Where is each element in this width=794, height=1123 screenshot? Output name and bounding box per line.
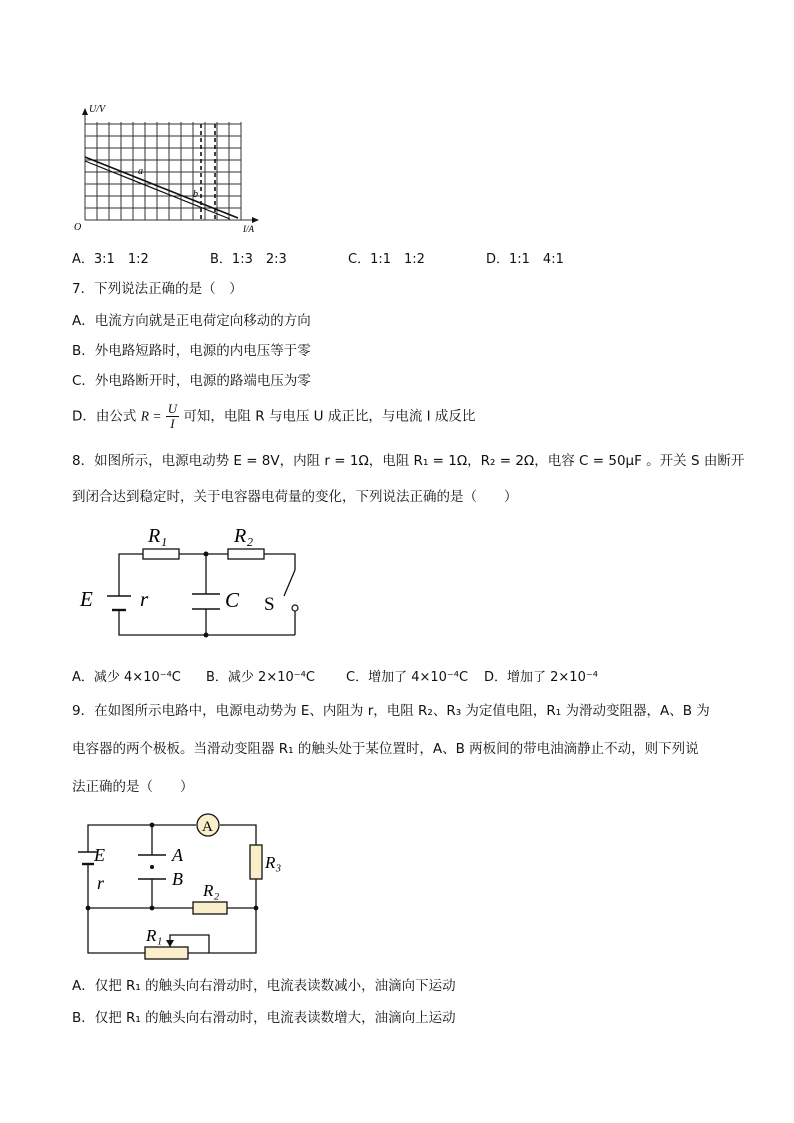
q9-label-R1: R₁ <box>146 926 163 945</box>
y-axis-label: U/V <box>89 104 106 115</box>
q8-stem-line2: 到闭合达到稳定时，关于电容器电荷量的变化，下列说法正确的是（ ） <box>72 489 518 505</box>
q9-label-R3: R₃ <box>265 853 282 872</box>
q8-label-C: C <box>225 588 240 612</box>
q9-label-R2: R₂ <box>203 881 220 900</box>
line-b-label: b <box>193 189 198 200</box>
q9-option-b[interactable]: B．仅把 R₁ 的触头向右滑动时，电流表读数增大，油滴向上运动 <box>72 1010 456 1026</box>
x-axis-label: I/A <box>243 224 254 234</box>
q7-d-formula-lhs: R = <box>140 408 162 424</box>
q9-stem-line2: 电容器的两个极板。当滑动变阻器 R₁ 的触头处于某位置时，A、B 两板间的带电油滴静止不动，则下列说 <box>72 741 699 757</box>
q8-option-d[interactable]: D．增加了 2×10⁻⁴ <box>484 670 598 685</box>
q9-label-r: r <box>97 873 105 893</box>
q7-d-fraction <box>166 402 179 431</box>
q8-option-a[interactable]: A．减少 4×10⁻⁴C <box>72 670 181 685</box>
q7-option-d[interactable] <box>72 402 475 431</box>
q8-label-S: S <box>264 594 275 615</box>
q8-label-R1: R₁ <box>148 525 168 547</box>
origin-label: O <box>74 222 82 233</box>
q9-label-E: E <box>94 845 105 865</box>
q7-option-c[interactable]: C．外电路断开时，电源的路端电压为零 <box>72 373 311 389</box>
q7-option-a[interactable]: A．电流方向就是正电荷定向移动的方向 <box>72 313 311 329</box>
q7-stem: 7．下列说法正确的是（ ） <box>72 281 243 297</box>
q6-option-a[interactable]: A．3:1 1:2 <box>72 252 149 267</box>
q7-d-suffix: 可知，电阻 R 与电压 U 成正比，与电流 I 成反比 <box>183 408 476 425</box>
q8-stem-line1: 8．如图所示，电源电动势 E = 8V，内阻 r = 1Ω，电阻 R₁ = 1Ω，R₂ = 2Ω，电容 C = 50μF 。开关 S 由断开 <box>72 453 745 469</box>
q8-label-E: E <box>80 587 93 611</box>
q7-d-numerator: U <box>167 401 178 416</box>
q6-option-d[interactable]: D．1:1 4:1 <box>486 252 564 267</box>
q9-label-plate-a: A <box>172 845 183 865</box>
q7-option-b[interactable]: B．外电路短路时，电源的内电压等于零 <box>72 343 311 359</box>
q9-stem-line3: 法正确的是（ ） <box>72 779 194 795</box>
q9-option-a[interactable]: A．仅把 R₁ 的触头向右滑动时，电流表读数减小，油滴向下运动 <box>72 978 456 994</box>
q9-label-plate-b: B <box>172 869 183 889</box>
q7-d-prefix: D．由公式 <box>72 408 137 425</box>
q8-circuit <box>76 518 316 643</box>
ammeter-label: A <box>202 819 213 835</box>
q9-circuit <box>70 808 290 963</box>
ui-graph <box>70 100 270 234</box>
q8-option-c[interactable]: C．增加了 4×10⁻⁴C <box>346 670 469 685</box>
q6-option-b[interactable]: B．1:3 2:3 <box>210 252 287 267</box>
q7-d-denominator: I <box>170 416 175 431</box>
q8-label-r: r <box>140 587 149 611</box>
q9-stem-line1: 9．在如图所示电路中，电源电动势为 E、内阻为 r，电阻 R₂、R₃ 为定值电阻，R₁ 为滑动变阻器，A、B 为 <box>72 703 710 719</box>
q6-option-c[interactable]: C．1:1 1:2 <box>348 252 425 267</box>
line-a-label: a <box>138 166 143 177</box>
q8-label-R2: R₂ <box>234 525 254 547</box>
q8-option-b[interactable]: B．减少 2×10⁻⁴C <box>206 670 315 685</box>
